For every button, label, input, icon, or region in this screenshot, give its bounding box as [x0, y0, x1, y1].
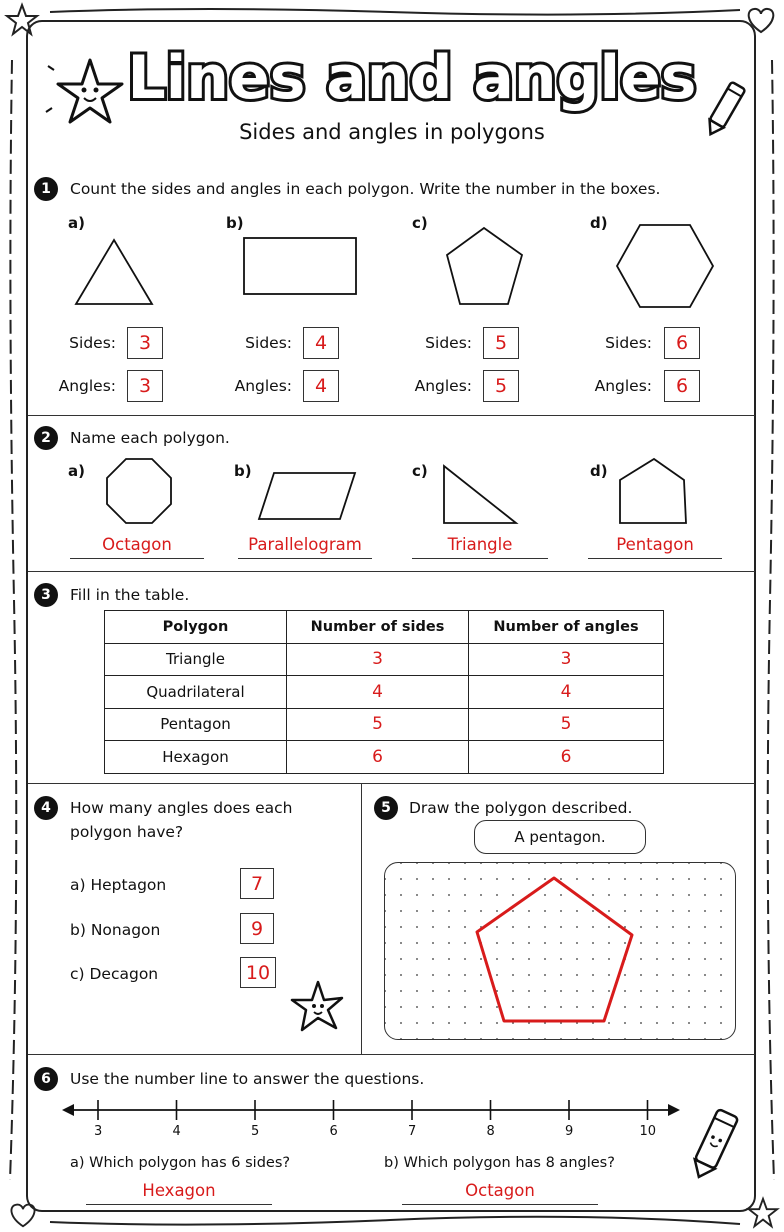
angles-answer-box[interactable]: 7	[240, 868, 274, 899]
question-text: Use the number line to answer the questions.	[70, 1070, 425, 1088]
svg-text:Lines and angles: Lines and angles	[127, 43, 697, 113]
polygon-cell: Pentagon	[105, 708, 287, 741]
heart-icon	[744, 4, 778, 36]
question-number: 4	[34, 796, 58, 820]
sides-cell[interactable]: 3	[287, 643, 469, 676]
polygon-label: c) Decagon	[70, 965, 159, 983]
small-star-icon	[746, 1196, 780, 1230]
table-header: Polygon	[105, 611, 287, 644]
question-text: b) Which polygon has 8 angles?	[384, 1155, 615, 1171]
angles-answer-box[interactable]: 3	[127, 370, 163, 402]
number-line-tick-label: 10	[639, 1124, 657, 1139]
table-row	[105, 676, 664, 709]
item-letter: d)	[590, 462, 608, 480]
answer-line[interactable]: Octagon	[70, 534, 204, 559]
item-letter: a)	[68, 214, 85, 232]
item-letter: c)	[412, 462, 428, 480]
question-number: 6	[34, 1067, 58, 1091]
angles-answer-box[interactable]: 10	[240, 957, 276, 988]
polygon-cell: Quadrilateral	[105, 676, 287, 709]
question-text: polygon have?	[70, 823, 184, 841]
heart-icon	[6, 1200, 40, 1230]
column-divider	[361, 784, 362, 1054]
polygon-cell: Hexagon	[105, 741, 287, 774]
number-line-tick-label: 5	[251, 1124, 260, 1139]
rectangle-shape	[242, 236, 358, 296]
number-line-tick-label: 8	[486, 1124, 495, 1139]
polygon-label: b) Nonagon	[70, 921, 161, 939]
number-line-tick-label: 7	[408, 1124, 417, 1139]
item-letter: d)	[590, 214, 608, 232]
question-text: Draw the polygon described.	[409, 799, 633, 817]
sides-answer-box[interactable]: 6	[664, 327, 700, 359]
question-number: 1	[34, 177, 58, 201]
parallelogram-shape	[256, 470, 358, 522]
sides-label: Sides:	[69, 334, 116, 352]
section-divider	[28, 783, 755, 784]
angles-cell[interactable]: 4	[469, 676, 664, 709]
section-divider	[28, 1054, 755, 1055]
question-text: a) Which polygon has 6 sides?	[70, 1155, 291, 1171]
table-header: Number of angles	[469, 611, 664, 644]
answer-line[interactable]: Pentagon	[588, 534, 722, 559]
hexagon-shape	[614, 222, 716, 310]
section-divider	[28, 571, 755, 572]
angles-label: Angles:	[58, 377, 116, 395]
question-number: 2	[34, 426, 58, 450]
question-number: 5	[374, 796, 398, 820]
answer-line[interactable]: Parallelogram	[238, 534, 372, 559]
section-divider	[28, 415, 755, 416]
number-line-tick-label: 4	[172, 1124, 181, 1139]
sides-label: Sides:	[425, 334, 472, 352]
number-line-tick-label: 3	[94, 1124, 103, 1139]
angles-label: Angles:	[234, 377, 292, 395]
right-triangle-shape	[440, 462, 520, 526]
item-letter: a)	[68, 462, 85, 480]
triangle-shape	[72, 236, 156, 308]
star-mascot-icon	[282, 976, 352, 1042]
question-number: 3	[34, 583, 58, 607]
sides-answer-box[interactable]: 4	[303, 327, 339, 359]
sides-cell[interactable]: 5	[287, 708, 469, 741]
answer-line[interactable]: Octagon	[402, 1180, 598, 1205]
question-text: Name each polygon.	[70, 429, 230, 447]
pencil-icon	[684, 1100, 744, 1184]
polygon-table	[104, 610, 664, 774]
table-row	[105, 708, 664, 741]
question-text: Fill in the table.	[70, 586, 190, 604]
angles-answer-box[interactable]: 5	[483, 370, 519, 402]
sides-cell[interactable]: 6	[287, 741, 469, 774]
table-row	[105, 643, 664, 676]
pentagon-shape	[444, 224, 526, 308]
sides-answer-box[interactable]: 3	[127, 327, 163, 359]
page-subtitle: Sides and angles in polygons	[239, 120, 545, 144]
angles-label: Angles:	[594, 377, 652, 395]
angles-cell[interactable]: 5	[469, 708, 664, 741]
question-text: Count the sides and angles in each polygon. Write the number in the boxes.	[70, 180, 661, 198]
angles-answer-box[interactable]: 4	[303, 370, 339, 402]
table-header: Number of sides	[287, 611, 469, 644]
irregular-pentagon-shape	[614, 456, 690, 526]
angles-answer-box[interactable]: 9	[240, 913, 274, 944]
answer-line[interactable]: Triangle	[412, 534, 548, 559]
number-line-tick-label: 9	[565, 1124, 574, 1139]
sides-label: Sides:	[245, 334, 292, 352]
polygon-prompt: A pentagon.	[474, 820, 646, 854]
polygon-cell: Triangle	[105, 643, 287, 676]
number-line	[60, 1096, 684, 1126]
table-row	[105, 741, 664, 774]
number-line-tick-label: 6	[329, 1124, 338, 1139]
question-text: How many angles does each	[70, 799, 293, 817]
angles-answer-box[interactable]: 6	[664, 370, 700, 402]
angles-cell[interactable]: 6	[469, 741, 664, 774]
answer-line[interactable]: Hexagon	[86, 1180, 272, 1205]
angles-cell[interactable]: 3	[469, 643, 664, 676]
item-letter: c)	[412, 214, 428, 232]
polygon-label: a) Heptagon	[70, 876, 167, 894]
angles-label: Angles:	[414, 377, 472, 395]
small-star-icon	[4, 2, 40, 38]
sides-label: Sides:	[605, 334, 652, 352]
item-letter: b)	[234, 462, 252, 480]
octagon-shape	[104, 456, 174, 526]
drawn-pentagon	[470, 872, 640, 1028]
sides-cell[interactable]: 4	[287, 676, 469, 709]
item-letter: b)	[226, 214, 244, 232]
sides-answer-box[interactable]: 5	[483, 327, 519, 359]
